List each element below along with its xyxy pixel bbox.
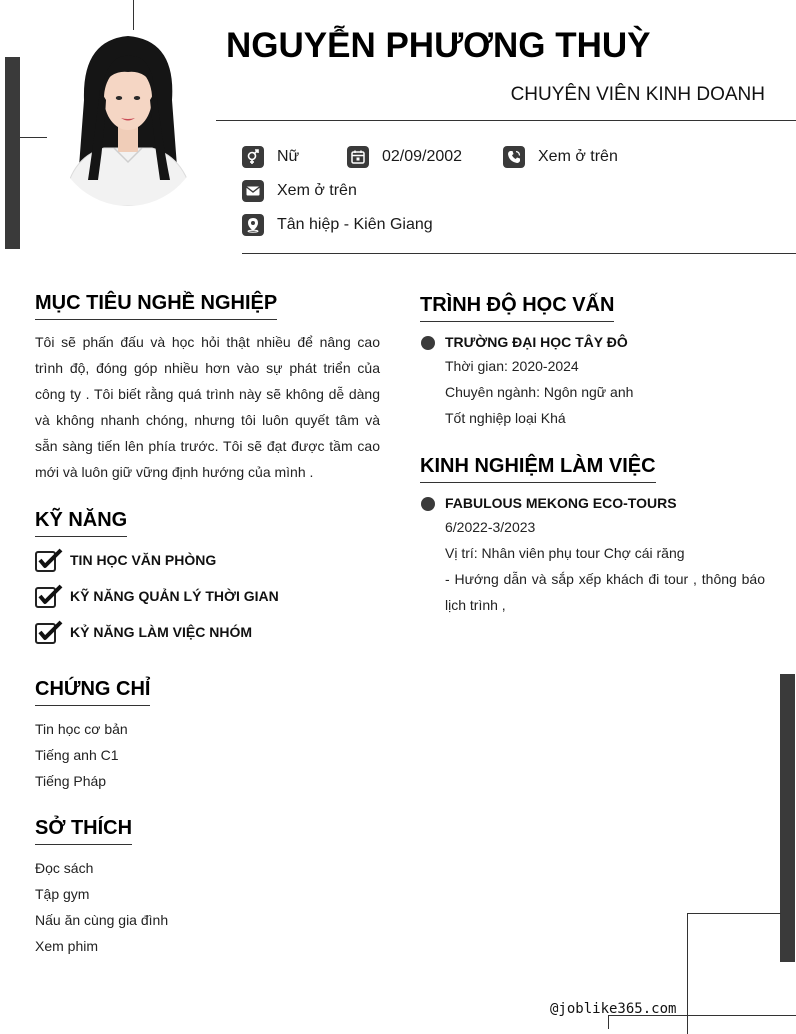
- profile-photo: [54, 30, 202, 206]
- skills-heading: KỸ NĂNG: [35, 509, 127, 537]
- hobbies-list: [35, 855, 168, 959]
- experience-description: - Hướng dẫn và sắp xếp khách đi tour , thông báo lịch trình ,: [445, 571, 765, 613]
- contact-divider: [242, 253, 796, 254]
- education-grade: Tốt nghiệp loại Khá: [445, 410, 566, 426]
- company-name: FABULOUS MEKONG ECO-TOURS: [445, 495, 677, 511]
- objective-text: Tôi sẽ phấn đấu và học hỏi thật nhiều để nâng cao trình độ, đóng góp nhiều hơn vào sự phát triển của công ty . Tôi biết rằng quá trình này sẽ không dễ dàng và không nhanh chóng, nhưng tôi luôn quyết tâm và sẵn sàng tiến lên phía trước. Tôi sẽ đạt được tầm cao mới và luôn giữ vững định hướng của mình .: [35, 334, 380, 480]
- job-title: CHUYÊN VIÊN KINH DOANH: [510, 84, 765, 105]
- hobby-item: Đọc sách: [35, 860, 94, 876]
- school-name: TRƯỜNG ĐẠI HỌC TÂY ĐÔ: [445, 334, 628, 350]
- certificates-list: [35, 716, 128, 794]
- experience-heading: KINH NGHIỆM LÀM VIỆC: [420, 455, 656, 483]
- left-accent-bar: [5, 57, 20, 249]
- education-time: Thời gian: 2020-2024: [445, 358, 579, 374]
- candidate-name: NGUYỄN PHƯƠNG THUỲ: [226, 26, 651, 65]
- footer-watermark: @joblike365.com: [550, 1001, 677, 1017]
- skill-label: KỶ NĂNG LÀM VIỆC NHÓM: [70, 624, 252, 640]
- location-icon: [242, 214, 264, 236]
- skill-item: [35, 548, 279, 572]
- education-details: [445, 353, 765, 431]
- education-heading: TRÌNH ĐỘ HỌC VẤN: [420, 294, 614, 322]
- objective-heading: MỤC TIÊU NGHỀ NGHIỆP: [35, 292, 277, 320]
- email-value: Xem ở trên: [277, 182, 357, 199]
- education-bullet: [421, 336, 435, 350]
- email-icon: [242, 180, 264, 202]
- experience-details: [445, 514, 765, 618]
- right-accent-bar: [780, 674, 795, 962]
- gender-value: Nữ: [277, 148, 300, 165]
- certificate-item: Tiếng Pháp: [35, 773, 107, 789]
- hobbies-heading: SỞ THÍCH: [35, 817, 132, 845]
- portrait-illustration: [54, 30, 202, 206]
- checkbox-checked-icon: [35, 584, 63, 608]
- experience-bullet: [421, 497, 435, 511]
- certificate-item: Tin học cơ bản: [35, 721, 128, 737]
- gender-icon: [242, 146, 264, 168]
- hobby-item: Tập gym: [35, 886, 90, 902]
- hobby-item: Nấu ăn cùng gia đình: [35, 912, 169, 928]
- birthdate-value: 02/09/2002: [382, 148, 463, 165]
- education-major: Chuyên ngành: Ngôn ngữ anh: [445, 384, 634, 400]
- experience-position: Vị trí: Nhân viên phụ tour Chợ cái răng: [445, 545, 685, 561]
- calendar-icon: [347, 146, 369, 168]
- address-value: Tân hiệp - Kiên Giang: [277, 216, 433, 233]
- left-horizontal-line: [20, 137, 47, 138]
- skills-list: [35, 548, 279, 644]
- skill-item: [35, 584, 279, 608]
- skill-label: TIN HỌC VĂN PHÒNG: [70, 552, 217, 568]
- checkbox-checked-icon: [35, 548, 63, 572]
- certificates-heading: CHỨNG CHỈ: [35, 678, 150, 706]
- certificate-item: Tiếng anh C1: [35, 747, 119, 763]
- header-divider: [216, 120, 796, 121]
- phone-icon: [503, 146, 525, 168]
- skill-label: KỸ NĂNG QUẢN LÝ THỜI GIAN: [70, 588, 279, 604]
- skill-item: [35, 620, 279, 644]
- checkbox-checked-icon: [35, 620, 63, 644]
- experience-period: 6/2022-3/2023: [445, 519, 536, 535]
- phone-value: Xem ở trên: [538, 148, 618, 165]
- footer-tick: [608, 1015, 609, 1029]
- hobby-item: Xem phim: [35, 938, 99, 954]
